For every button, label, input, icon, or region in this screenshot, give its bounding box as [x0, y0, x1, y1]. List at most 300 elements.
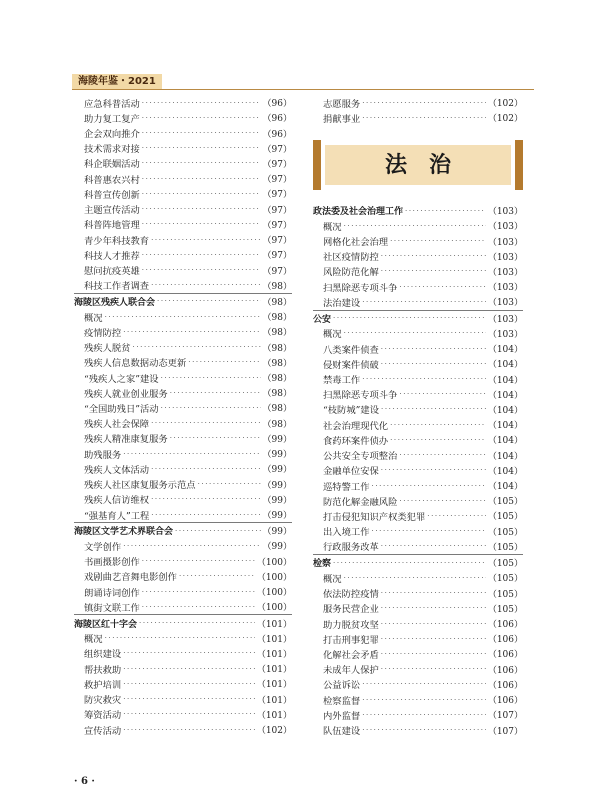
- toc-entry-page: （103）: [487, 222, 523, 233]
- toc-entry-label: 助力复工复产: [84, 113, 140, 125]
- toc-entry[interactable]: [74, 692, 292, 707]
- toc-entry[interactable]: [74, 507, 292, 522]
- leader-dots: [344, 222, 486, 230]
- toc-entry[interactable]: [74, 355, 292, 370]
- toc-entry-page: （103）: [487, 298, 523, 309]
- leader-dots: [133, 343, 261, 351]
- toc-entry-label: 海陵区红十字会: [74, 619, 138, 630]
- toc-entry[interactable]: [74, 171, 292, 186]
- toc-entry[interactable]: [313, 218, 523, 233]
- toc-entry-label: 戏剧曲艺音舞电影创作: [84, 572, 177, 584]
- toc-entry-label: 公共安全专项整治: [323, 451, 398, 463]
- toc-entry[interactable]: [74, 278, 292, 293]
- toc-entry-page: （105）: [487, 589, 523, 600]
- toc-entry-label: 镇街文联工作: [84, 602, 140, 614]
- toc-entry-page: （105）: [487, 559, 523, 570]
- toc-entry-page: （102）: [487, 99, 523, 110]
- toc-section-heading[interactable]: [313, 311, 523, 326]
- toc-entry-label: 救护培训: [84, 679, 122, 691]
- toc-entry-page: （106）: [487, 650, 523, 661]
- toc-entry-page: （99）: [262, 434, 292, 445]
- toc-entry[interactable]: [313, 524, 523, 539]
- toc-entry-page: （98）: [262, 281, 292, 292]
- toc-entry[interactable]: [313, 95, 523, 110]
- toc-entry-label: “强基育人”工程: [84, 510, 150, 522]
- toc-entry-label: 队伍建设: [323, 726, 361, 738]
- toc-entry-label: 政法委及社会治理工作: [313, 207, 404, 218]
- toc-entry-label: 检察监督: [323, 695, 361, 707]
- toc-entry[interactable]: [74, 631, 292, 646]
- toc-entry-page: （101）: [256, 634, 292, 645]
- leader-dots: [151, 281, 260, 289]
- toc-entry-label: 科企联姻活动: [84, 159, 140, 171]
- leader-dots: [344, 574, 486, 582]
- toc-entry-label: 内外监督: [323, 710, 361, 722]
- toc-section-heading[interactable]: [313, 203, 523, 218]
- toc-entry-label: 概况: [84, 312, 103, 324]
- toc-entry[interactable]: [74, 707, 292, 722]
- toc-entry[interactable]: [74, 156, 292, 171]
- leader-dots: [381, 466, 486, 474]
- toc-entry-label: 扫黑除恶专项斗争: [323, 282, 398, 294]
- leader-dots: [399, 390, 485, 398]
- leader-dots: [151, 236, 260, 244]
- toc-entry-page: （97）: [262, 236, 292, 247]
- toc-entry-label: 扫黑除恶专项斗争: [323, 390, 398, 402]
- toc-entry-page: （101）: [256, 710, 292, 721]
- toc-entry-page: （96）: [262, 99, 292, 110]
- toc-entry-page: （101）: [256, 619, 292, 630]
- toc-entry[interactable]: [313, 110, 523, 125]
- toc-entry-page: （100）: [256, 557, 292, 568]
- leader-dots: [142, 266, 261, 274]
- leader-dots: [362, 99, 486, 107]
- toc-entry-label: 网格化社会治理: [323, 237, 389, 249]
- toc-entry-page: （100）: [256, 572, 292, 583]
- toc-entry-page: （99）: [262, 450, 292, 461]
- toc-entry-page: （103）: [487, 207, 523, 218]
- toc-entry[interactable]: [313, 570, 523, 585]
- toc-entry[interactable]: [74, 217, 292, 232]
- leader-dots: [390, 436, 486, 444]
- leader-dots: [362, 680, 486, 688]
- leader-dots: [142, 129, 261, 137]
- toc-entry-label: 宣传活动: [84, 725, 122, 737]
- toc-entry-label: 法治建设: [323, 297, 361, 309]
- toc-right-column: [313, 203, 523, 738]
- toc-entry[interactable]: [313, 341, 523, 356]
- leader-dots: [175, 527, 261, 535]
- leader-dots: [151, 495, 260, 503]
- toc-section-heading[interactable]: [313, 555, 523, 570]
- toc-entry-label: 概况: [323, 329, 342, 341]
- toc-entry[interactable]: [74, 125, 292, 140]
- toc-entry[interactable]: [313, 692, 523, 707]
- toc-entry-page: （102）: [487, 114, 523, 125]
- leader-dots: [105, 313, 261, 321]
- toc-entry-label: 残疾人社会保障: [84, 419, 150, 431]
- toc-entry-label: 主题宣传活动: [84, 205, 140, 217]
- toc-entry-page: （99）: [262, 480, 292, 491]
- toc-entry[interactable]: [74, 446, 292, 461]
- toc-entry-label: 志愿服务: [323, 98, 361, 110]
- leader-dots: [123, 710, 255, 718]
- toc-entry-label: 风险防范化解: [323, 267, 379, 279]
- toc-entry[interactable]: [313, 448, 523, 463]
- toc-section-heading[interactable]: [74, 294, 292, 309]
- toc-entry[interactable]: [313, 417, 523, 432]
- toc-entry[interactable]: [74, 110, 292, 125]
- leader-dots: [151, 419, 260, 427]
- toc-entry[interactable]: [313, 294, 523, 309]
- toc-entry-page: （104）: [487, 360, 523, 371]
- toc-entry-page: （99）: [262, 527, 292, 538]
- leader-dots: [123, 695, 255, 703]
- toc-entry-label: 概况: [323, 221, 342, 233]
- leader-dots: [105, 634, 255, 642]
- toc-entry-page: （107）: [487, 711, 523, 722]
- leader-dots: [381, 360, 486, 368]
- toc-entry[interactable]: [74, 309, 292, 324]
- toc-entry-label: 八类案件侦查: [323, 344, 379, 356]
- leader-dots: [179, 572, 255, 580]
- toc-entry[interactable]: [74, 186, 292, 201]
- leader-dots: [381, 405, 486, 413]
- toc-entry-label: 科普惠农兴村: [84, 174, 140, 186]
- toc-entry[interactable]: [74, 661, 292, 676]
- toc-entry-page: （101）: [256, 680, 292, 691]
- toc-entry[interactable]: [313, 601, 523, 616]
- toc-entry-label: 疫情防控: [84, 327, 122, 339]
- toc-entry-page: （97）: [262, 159, 292, 170]
- toc-entry[interactable]: [313, 387, 523, 402]
- toc-entry[interactable]: [74, 202, 292, 217]
- leader-dots: [362, 298, 486, 306]
- toc-entry-label: 社区疫情防控: [323, 252, 379, 264]
- toc-entry[interactable]: [313, 356, 523, 371]
- toc-entry-label: 科技工作者调查: [84, 281, 150, 293]
- leader-dots: [362, 696, 486, 704]
- leader-dots: [151, 465, 260, 473]
- toc-entry-label: 助力脱贫攻坚: [323, 619, 379, 631]
- toc-entry-page: （105）: [487, 542, 523, 553]
- toc-entry-page: （99）: [262, 542, 292, 553]
- toc-entry-label: 检察: [313, 559, 332, 570]
- toc-entry[interactable]: [74, 95, 292, 110]
- toc-entry-page: （102）: [256, 726, 292, 737]
- leader-dots: [151, 511, 260, 519]
- toc-entry-label: 金融单位安保: [323, 466, 379, 478]
- toc-entry[interactable]: [74, 385, 292, 400]
- toc-entry-page: （103）: [487, 252, 523, 263]
- toc-entry[interactable]: [74, 599, 292, 614]
- toc-entry-label: 打击侵犯知识产权类犯罪: [323, 511, 426, 523]
- section-banner-fazhi: [313, 140, 523, 190]
- toc-entry-label: 禁毒工作: [323, 375, 361, 387]
- banner-left-bar: [313, 140, 321, 190]
- toc-entry-label: 残疾人精准康复服务: [84, 434, 168, 446]
- toc-entry-page: （103）: [487, 237, 523, 248]
- toc-entry-page: （98）: [262, 404, 292, 415]
- toc-entry[interactable]: [74, 232, 292, 247]
- toc-entry[interactable]: [313, 662, 523, 677]
- toc-entry-page: （105）: [487, 512, 523, 523]
- toc-entry[interactable]: [313, 249, 523, 264]
- toc-entry[interactable]: [313, 432, 523, 447]
- leader-dots: [390, 237, 486, 245]
- toc-entry-page: （99）: [262, 495, 292, 506]
- leader-dots: [198, 480, 261, 488]
- toc-entry-label: 防范化解金融风险: [323, 496, 398, 508]
- toc-entry-page: （104）: [487, 466, 523, 477]
- leader-dots: [123, 680, 255, 688]
- toc-entry-label: 概况: [84, 634, 103, 646]
- leader-dots: [381, 604, 486, 612]
- leader-dots: [142, 99, 261, 107]
- banner-box: [325, 145, 511, 185]
- toc-entry-page: （97）: [262, 144, 292, 155]
- toc-entry-page: （106）: [487, 680, 523, 691]
- toc-entry-page: （104）: [487, 421, 523, 432]
- leader-dots: [362, 375, 486, 383]
- leader-dots: [142, 159, 261, 167]
- leader-dots: [123, 542, 260, 550]
- toc-entry[interactable]: [74, 492, 292, 507]
- toc-entry[interactable]: [313, 585, 523, 600]
- leader-dots: [123, 726, 255, 734]
- toc-entry-page: （97）: [262, 266, 292, 277]
- toc-entry-label: 残疾人社区康复服务示范点: [84, 480, 196, 492]
- toc-entry-page: （101）: [256, 695, 292, 706]
- toc-entry-label: 服务民营企业: [323, 604, 379, 616]
- toc-entry-page: （103）: [487, 314, 523, 325]
- toc-entry[interactable]: [74, 461, 292, 476]
- leader-dots: [381, 635, 486, 643]
- toc-entry-label: 公益诉讼: [323, 680, 361, 692]
- toc-entry-label: “残疾人之家”建设: [84, 373, 159, 385]
- toc-entry-page: （98）: [262, 297, 292, 308]
- banner-right-bar: [515, 140, 523, 190]
- toc-entry-page: （104）: [487, 390, 523, 401]
- toc-entry[interactable]: [74, 324, 292, 339]
- toc-entry-page: （99）: [262, 465, 292, 476]
- leader-dots: [381, 620, 486, 628]
- toc-entry-label: 海陵区文学艺术界联合会: [74, 527, 174, 538]
- leader-dots: [142, 190, 261, 198]
- toc-entry[interactable]: [313, 707, 523, 722]
- leader-dots: [142, 114, 261, 122]
- toc-entry-page: （98）: [262, 328, 292, 339]
- toc-entry-label: 青少年科技教育: [84, 235, 150, 247]
- leader-dots: [381, 267, 486, 275]
- toc-entry[interactable]: [313, 463, 523, 478]
- leader-dots: [142, 175, 261, 183]
- toc-entry-label: 残疾人信息数据动态更新: [84, 358, 187, 370]
- leader-dots: [142, 557, 255, 565]
- toc-entry[interactable]: [74, 722, 292, 737]
- leader-dots: [381, 589, 486, 597]
- leader-dots: [362, 711, 486, 719]
- toc-entry[interactable]: [313, 493, 523, 508]
- toc-entry[interactable]: [313, 326, 523, 341]
- toc-entry-label: 侵财案件侦破: [323, 359, 379, 371]
- leader-dots: [372, 482, 486, 490]
- toc-entry[interactable]: [313, 478, 523, 493]
- toc-entry[interactable]: [74, 554, 292, 569]
- toc-entry-label: 化解社会矛盾: [323, 649, 379, 661]
- toc-entry[interactable]: [313, 508, 523, 523]
- leader-dots: [139, 619, 255, 627]
- toc-entry-page: （104）: [487, 451, 523, 462]
- toc-entry[interactable]: [74, 400, 292, 415]
- leader-dots: [381, 650, 486, 658]
- toc-entry[interactable]: [313, 279, 523, 294]
- toc-entry[interactable]: [74, 247, 292, 262]
- leader-dots: [142, 205, 261, 213]
- toc-entry[interactable]: [74, 646, 292, 661]
- toc-entry[interactable]: [74, 476, 292, 491]
- toc-entry[interactable]: [74, 370, 292, 385]
- leader-dots: [142, 588, 255, 596]
- toc-entry-label: 食药环案件侦办: [323, 435, 389, 447]
- toc-entry-label: 残疾人脱贫: [84, 343, 131, 355]
- toc-entry-label: 书画摄影创作: [84, 557, 140, 569]
- toc-entry-label: 巡特警工作: [323, 481, 370, 493]
- toc-entry[interactable]: [74, 416, 292, 431]
- leader-dots: [123, 450, 260, 458]
- toc-entry-label: “枝防城”建设: [323, 405, 379, 417]
- toc-entry[interactable]: [313, 631, 523, 646]
- leader-dots: [344, 329, 486, 337]
- toc-entry[interactable]: [74, 538, 292, 553]
- leader-dots: [333, 314, 486, 322]
- toc-entry-page: （96）: [262, 114, 292, 125]
- toc-entry-label: 海陵区残疾人联合会: [74, 297, 156, 308]
- toc-entry[interactable]: [313, 371, 523, 386]
- toc-entry[interactable]: [313, 402, 523, 417]
- toc-entry[interactable]: [313, 539, 523, 554]
- toc-entry[interactable]: [313, 677, 523, 692]
- toc-entry-label: 技术需求对接: [84, 144, 140, 156]
- toc-entry-page: （97）: [262, 205, 292, 216]
- toc-entry-page: （104）: [487, 375, 523, 386]
- toc-entry[interactable]: [313, 233, 523, 248]
- leader-dots: [123, 649, 255, 657]
- toc-entry-label: 帮扶救助: [84, 664, 122, 676]
- leader-dots: [157, 297, 261, 305]
- leader-dots: [399, 451, 485, 459]
- leader-dots: [142, 220, 261, 228]
- toc-entry[interactable]: [74, 431, 292, 446]
- toc-left-column: [74, 95, 292, 737]
- toc-entry-page: （106）: [487, 635, 523, 646]
- toc-entry[interactable]: [74, 340, 292, 355]
- toc-entry-page: （104）: [487, 405, 523, 416]
- leader-dots: [362, 726, 486, 734]
- leader-dots: [161, 374, 261, 382]
- toc-entry-label: “全国助残日”活动: [84, 403, 159, 415]
- leader-dots: [362, 114, 486, 122]
- header-title: 海陵年鉴・2021: [72, 74, 162, 89]
- toc-entry-label: 企会双向推介: [84, 129, 140, 141]
- leader-dots: [170, 434, 261, 442]
- toc-entry-label: 文学创作: [84, 541, 122, 553]
- toc-entry-label: 慰问抗疫英雄: [84, 266, 140, 278]
- toc-entry-page: （98）: [262, 358, 292, 369]
- leader-dots: [142, 603, 255, 611]
- toc-entry-label: 科普阵地管理: [84, 220, 140, 232]
- toc-entry-page: （101）: [256, 649, 292, 660]
- toc-entry-page: （98）: [262, 343, 292, 354]
- toc-entry[interactable]: [313, 646, 523, 661]
- toc-entry-page: （97）: [262, 175, 292, 186]
- toc-section-heading[interactable]: [74, 615, 292, 630]
- leader-dots: [390, 421, 486, 429]
- leader-dots: [399, 283, 485, 291]
- toc-entry-label: 残疾人文体活动: [84, 464, 150, 476]
- toc-entry-label: 应急科普活动: [84, 98, 140, 110]
- toc-entry-page: （103）: [487, 283, 523, 294]
- toc-entry[interactable]: [313, 264, 523, 279]
- leader-dots: [123, 328, 260, 336]
- toc-entry-label: 科普宣传创新: [84, 189, 140, 201]
- toc-entry-label: 科技人才推荐: [84, 250, 140, 262]
- toc-entry-page: （96）: [262, 129, 292, 140]
- toc-entry[interactable]: [74, 262, 292, 277]
- toc-entry-label: 组织建设: [84, 649, 122, 661]
- leader-dots: [372, 527, 486, 535]
- leader-dots: [142, 251, 261, 259]
- toc-entry-label: 社会治理现代化: [323, 420, 389, 432]
- toc-entry-page: （98）: [262, 419, 292, 430]
- toc-entry[interactable]: [313, 722, 523, 737]
- toc-entry-page: （97）: [262, 251, 292, 262]
- toc-entry-page: （98）: [262, 374, 292, 385]
- toc-entry-label: 依法防控疫情: [323, 589, 379, 601]
- toc-entry[interactable]: [74, 584, 292, 599]
- toc-entry-page: （105）: [487, 497, 523, 508]
- toc-entry-label: 行政服务改革: [323, 542, 379, 554]
- toc-entry[interactable]: [74, 141, 292, 156]
- running-header: [72, 74, 534, 89]
- leader-dots: [188, 358, 260, 366]
- toc-entry-page: （103）: [487, 329, 523, 340]
- toc-entry[interactable]: [313, 616, 523, 631]
- toc-entry-label: 公安: [313, 314, 332, 325]
- toc-entry-page: （104）: [487, 482, 523, 493]
- toc-entry-page: （105）: [487, 527, 523, 538]
- leader-dots: [333, 559, 486, 567]
- toc-entry-label: 防灾救灾: [84, 695, 122, 707]
- toc-entry-label: 未成年人保护: [323, 665, 379, 677]
- toc-entry-label: 残疾人就业创业服务: [84, 388, 168, 400]
- toc-section-heading[interactable]: [74, 523, 292, 538]
- header-rule: [72, 89, 534, 91]
- toc-entry-label: 捐献事业: [323, 113, 361, 125]
- toc-entry-page: （105）: [487, 604, 523, 615]
- leader-dots: [381, 345, 486, 353]
- leader-dots: [427, 512, 486, 520]
- toc-entry[interactable]: [74, 569, 292, 584]
- toc-entry[interactable]: [74, 676, 292, 691]
- toc-entry-label: 助残服务: [84, 449, 122, 461]
- leader-dots: [381, 665, 486, 673]
- toc-entry-page: （97）: [262, 190, 292, 201]
- toc-entry-label: 出入境工作: [323, 527, 370, 539]
- toc-entry-page: （106）: [487, 696, 523, 707]
- banner-title: 法治: [384, 152, 473, 178]
- toc-entry-page: （103）: [487, 267, 523, 278]
